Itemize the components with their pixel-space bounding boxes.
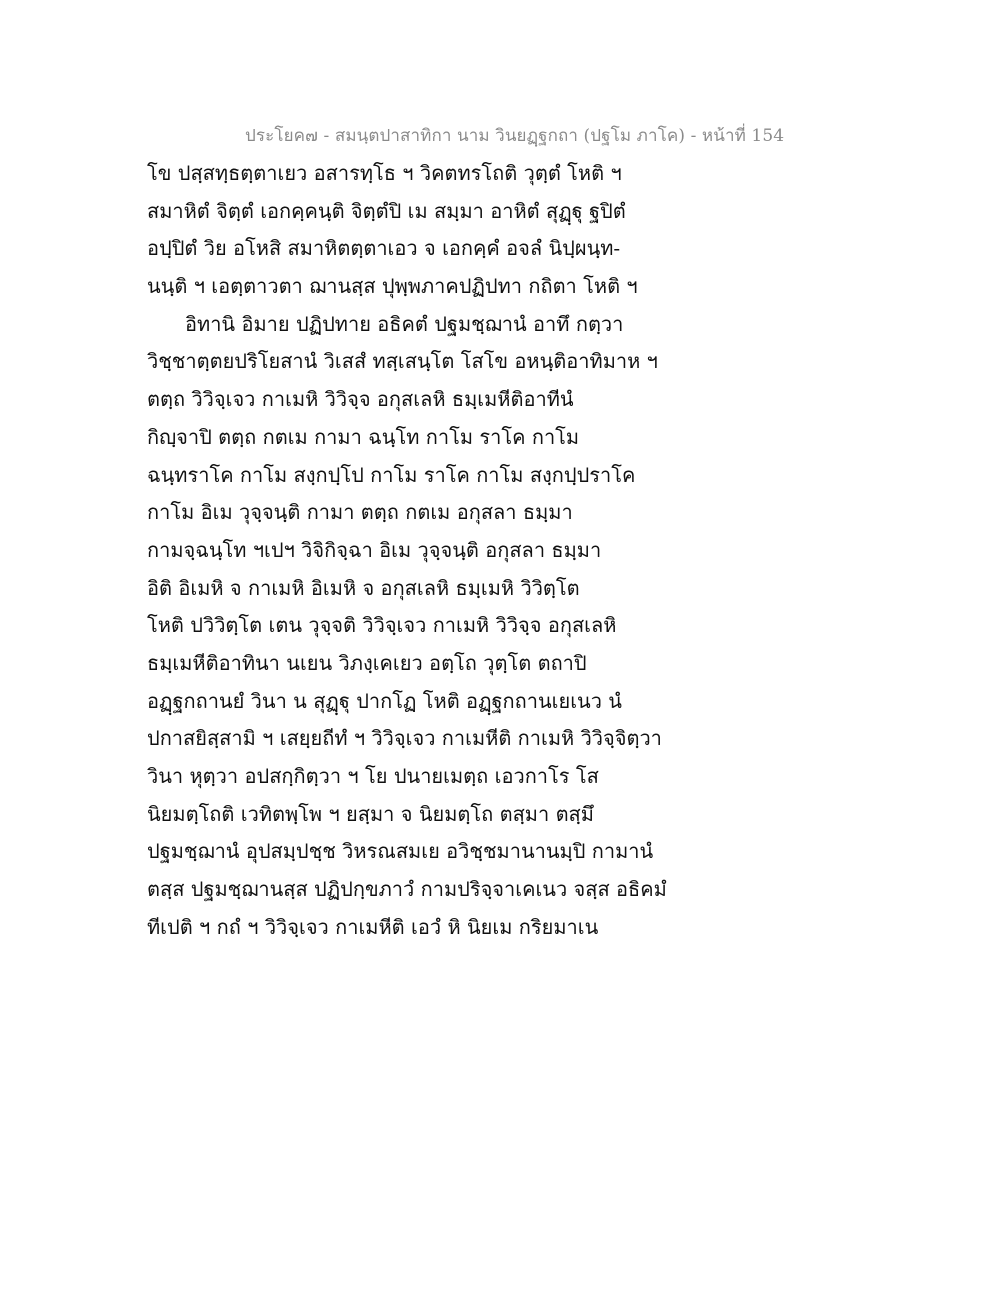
text-line: กามจฺฉนฺโท ฯเปฯ วิจิกิจฺฉา อิเม วุจฺจนฺติ อกุสลา ธมฺมา <box>147 537 602 562</box>
text-line: กาโม อิเม วุจฺจนฺติ กามา ตตฺถ กตเม อกุสลา ธมฺมา <box>147 500 573 525</box>
text-line: วินา หุตฺวา อปสกฺกิตฺวา ฯ โย ปนายเมตฺถ เอวกาโร โส <box>147 764 599 788</box>
text-line: โหติ ปวิวิตฺโต เตน วุจฺจติ วิวิจฺเจว กาเมหิ วิวิจฺจ อกุสเลหิ <box>147 613 617 638</box>
text-line: วิชฺชาตฺตยปริโยสานํ วิเสสํ ทสฺเสนฺโต โสโข อหนฺติอาทิมาห ฯ <box>147 349 658 374</box>
text-line: ตตฺถ วิวิจฺเจว กาเมหิ วิวิจฺจ อกุสเลหิ ธมฺเมหีติอาทีนํ <box>147 387 574 412</box>
text-line: อฏฺฐกถานยํ วินา น สุฏฺฐุ ปากโฏ โหติ อฏฺฐกถานเยเนว นํ <box>147 688 622 713</box>
text-line: ฉนฺทราโค กาโม สงฺกปฺโป กาโม ราโค กาโม สงฺกปฺปราโค <box>147 462 636 487</box>
text-line: ธมฺเมหีติอาทินา นเยน วิภงฺเคเยว อตฺโถ วุตฺโต ตถาปิ <box>147 650 587 675</box>
text-line: ตสฺส ปฐมชฺฌานสฺส ปฏิปกฺขภาวํ กามปริจฺจาเคเนว จสฺส อธิคมํ <box>147 877 667 902</box>
text-line: ปฐมชฺฌานํ อุปสมฺปชฺช วิหรณสมเย อวิชฺชมานานมฺปิ กามานํ <box>147 839 654 864</box>
text-line: สมาหิตํ จิตฺตํ เอกคฺคนฺติ จิตฺตํปิ เม สมฺมา อาหิตํ สุฏฺฐุ ฐปิตํ <box>147 198 626 223</box>
text-line: นิยมตฺโถติ เวทิตพฺโพ ฯ ยสฺมา จ นิยมตฺโถ ตสฺมา ตสฺมึ <box>147 801 594 826</box>
text-line: ทีเปติ ฯ กถํ ฯ วิวิจฺเจว กาเมหีติ เอวํ หิ นิยเม กริยมาเน <box>147 914 599 939</box>
text-line: อปฺปิตํ วิย อโหสิ สมาหิตตฺตาเอว จ เอกคฺคํ อจลํ นิปฺผนฺท- <box>147 236 621 261</box>
text-line: อิติ อิเมหิ จ กาเมหิ อิเมหิ จ อกุสเลหิ ธมฺเมหิ วิวิตฺโต <box>147 575 580 600</box>
body-text <box>147 155 707 946</box>
text-line: นนฺติ ฯ เอตฺตาวตา ฌานสฺส ปุพฺพภาคปฏิปทา กถิตา โหติ ฯ <box>147 274 638 299</box>
paragraph-first-line: อิทานิ อิมาย ปฏิปทาย อธิคตํ ปฐมชฺฌานํ อาทึ กตฺวา <box>185 311 624 336</box>
text-line: ปกาสยิสฺสามิ ฯ เสยฺยถีทํ ฯ วิวิจฺเจว กาเมหีติ กาเมหิ วิวิจฺจิตฺวา <box>147 726 662 751</box>
text-line: โข ปสฺสทฺธตฺตาเยว อสารทฺโธ ฯ วิคตทรโถติ วุตฺตํ โหติ ฯ <box>147 161 622 185</box>
text-line: กิญฺจาปิ ตตฺถ กตเม กามา ฉนฺโท กาโม ราโค กาโม <box>147 424 580 449</box>
running-header: ประโยค๗ - สมนฺตปาสาทิกา นาม วินยฏฺฐกถา (ปฐโม ภาโค) - หน้าที่ 154 <box>245 126 785 146</box>
